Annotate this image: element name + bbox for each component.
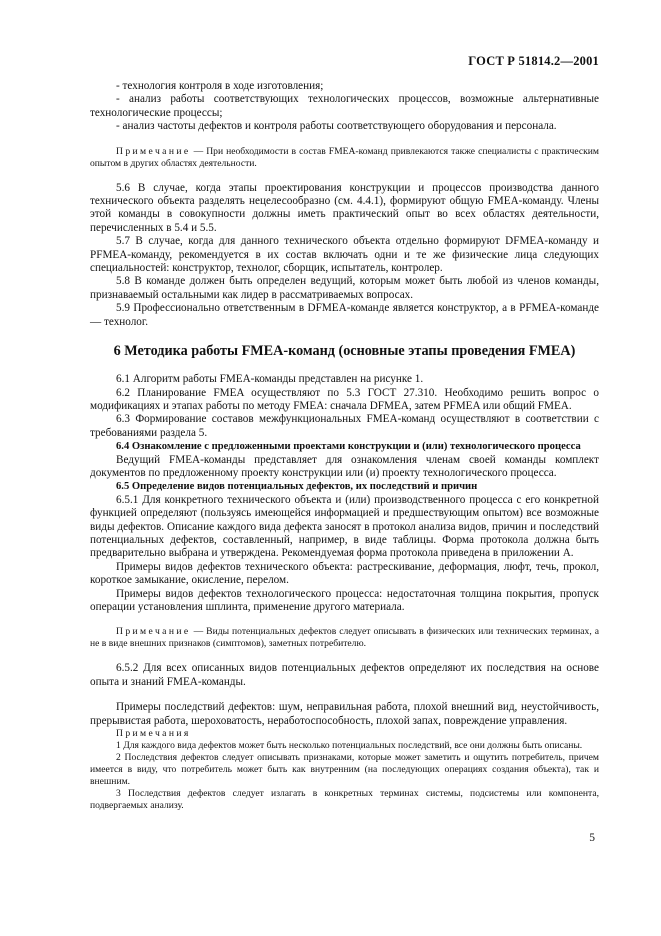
- paragraph-effect-examples: Примеры последствий дефектов: шум, неправильная работа, плохой внешний вид, неустойчивость, прерывистая работа, шероховатость, неработоспособность, плохой запах, повреждение управления.: [90, 701, 599, 727]
- paragraph-6-5-1: 6.5.1 Для конкретного технического объекта и (или) производственного процесса с его конкретной функцией определяют (пользуясь имеющейся информацией и предшествующим опытом) все возможные виды дефектов. Описание каждого вида дефекта заносят в протокол анализа видов, причин и последствий потенциальных дефектов, составленный, например, в виде таблицы. Форма протокола должна быть предварительно выбрана и утверждена. Рекомендуемая форма протокола приведена в приложении А.: [90, 493, 599, 560]
- paragraph-6-2: 6.2 Планирование FMEA осуществляют по 5.3 ГОСТ 27.310. Необходимо решить вопрос о модификациях и этапах работы по методу FMEA: сначала DFMEA, затем PFMEA или общий FMEA.: [90, 386, 599, 412]
- note-item: 2 Последствия дефектов следует описывать признаками, которые может заметить и ощутить потребитель, причем имеется в виду, что потребитель может быть как внутренним (на последующих операциях создания объекта), так и внешним.: [90, 752, 599, 788]
- paragraph-5-6: 5.6 В случае, когда этапы проектирования конструкции и процессов производства данного технического объекта разделять нецелесообразно (см. 4.4.1), формируют общую FMEA-команду. Члены этой команды в совокупности должны иметь практический опыт во всех областях деятельности, перечисленных в 5.4 и 5.5.: [90, 181, 599, 234]
- paragraph-5-8: 5.8 В команде должен быть определен ведущий, которым может быть любой из членов команды, признаваемый остальными как лидер в рассматриваемых вопросах.: [90, 275, 599, 301]
- document-header-id: ГОСТ Р 51814.2—2001: [468, 54, 599, 68]
- page-number: 5: [589, 832, 595, 844]
- list-item: - технология контроля в ходе изготовления;: [116, 80, 324, 92]
- note-label: Примечание: [116, 626, 191, 638]
- paragraph-defect-examples: Примеры видов дефектов технического объекта: растрескивание, деформация, люфт, течь, прокол, короткое замыкание, окисление, перелом.: [90, 560, 599, 587]
- list-item: - анализ работы соответствующих технологических процессов, возможные альтернативные технологические процессы;: [90, 93, 599, 119]
- paragraph-process-defect-examples: Примеры видов дефектов технологического процесса: недостаточная толщина покрытия, пропуск операции установления шплинта, применение другого материала.: [90, 587, 599, 613]
- note-item: 3 Последствия дефектов следует излагать в конкретных терминах системы, подсистемы или компонента, подвергаемых анализу.: [90, 788, 599, 812]
- paragraph-5-9: 5.9 Профессионально ответственным в DFMEA-команде является конструктор, а в PFMEA-команде — технолог.: [90, 302, 599, 328]
- note-item: 1 Для каждого вида дефектов может быть несколько потенциальных последствий, все они должны быть описаны.: [116, 740, 583, 752]
- paragraph-5-7: 5.7 В случае, когда для данного технического объекта отдельно формируют DFMEA-команду и PFMEA-команду, рекомендуется в их состав включать одни и те же физические лица следующих специальностей: конструктор, технолог, сборщик, испытатель, контролер.: [90, 235, 599, 275]
- list-item: - анализ частоты дефектов и контроля работы соответствующего оборудования и персонала.: [116, 120, 557, 133]
- note: [90, 626, 599, 650]
- paragraph-6-3: 6.3 Формирование составов межфункциональных FMEA-команд осуществляют в соответствии с требованиями раздела 5.: [90, 413, 599, 439]
- section-title: 6 Методика работы FMEA-команд (основные этапы проведения FMEA): [113, 343, 576, 360]
- note-text: — При необходимости в состав FMEA-команд привлекаются также специалисты с практическим опытом в других областях деятельности.: [90, 145, 599, 169]
- paragraph-6-4: Ведущий FMEA-команды представляет для ознакомления членам своей команды комплект документов по предложенному проекту конструкции или (и) проекту технологического процесса.: [90, 453, 599, 479]
- paragraph-6-5-2: 6.5.2 Для всех описанных видов потенциальных дефектов определяют их последствия на основе опыта и знаний FMEA-команды.: [90, 662, 599, 688]
- paragraph-6-1: 6.1 Алгоритм работы FMEA-команды представлен на рисунке 1.: [116, 373, 424, 386]
- note: [90, 146, 599, 170]
- subsection-heading-6-5: 6.5 Определение видов потенциальных дефектов, их последствий и причин: [116, 481, 478, 493]
- document-body: [90, 80, 599, 812]
- notes-label: Примечания: [116, 728, 191, 740]
- note-text: — Виды потенциальных дефектов следует описывать в физических или технических терминах, а не в виде внешних признаков (симптомов), заметных потребителю.: [90, 626, 599, 650]
- subsection-heading-6-4: 6.4 Ознакомление с предложенными проектами конструкции и (или) технологического процесса: [116, 441, 581, 453]
- note-label: Примечание: [116, 145, 191, 157]
